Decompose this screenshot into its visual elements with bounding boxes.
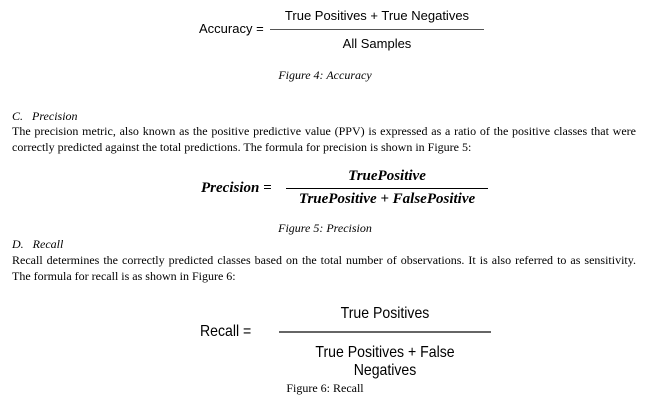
- recall-fraction-bar: [279, 331, 491, 333]
- accuracy-formula-denominator: All Samples: [342, 36, 412, 51]
- section-d-paragraph: Recall determines the correctly predicted classes based on the total number of observations. It is also referred to as sensitivity. The formula for recall is as shown in Figure 6:: [12, 253, 636, 283]
- precision-formula-denominator: TruePositive + FalsePositive: [298, 191, 476, 207]
- section-d-heading: D. Recall: [12, 237, 64, 251]
- recall-formula-numerator: True Positives: [340, 305, 430, 322]
- accuracy-formula-numerator: True Positives + True Negatives: [284, 8, 470, 23]
- precision-formula-lhs: Precision =: [201, 180, 272, 196]
- precision-fraction-bar: [286, 188, 488, 189]
- figure-5-caption: Figure 5: Precision: [278, 221, 372, 235]
- precision-formula-numerator: TruePositive: [348, 168, 426, 184]
- accuracy-fraction-bar: [270, 29, 484, 30]
- section-c-heading: C. Precision: [12, 109, 78, 123]
- accuracy-formula-lhs: Accuracy =: [199, 21, 264, 36]
- recall-formula-denominator: True Positives + False Negatives: [315, 344, 455, 379]
- figure-4-caption: Figure 4: Accuracy: [278, 68, 372, 82]
- figure-6-caption: Figure 6: Recall: [286, 381, 364, 395]
- section-c-paragraph: The precision metric, also known as the positive predictive value (PPV) is expressed as a ratio of the positive classes that were correctly predicted against the total predictions. The formula for precision is shown in Figure 5:: [12, 124, 636, 154]
- recall-formula-lhs: Recall =: [200, 323, 252, 340]
